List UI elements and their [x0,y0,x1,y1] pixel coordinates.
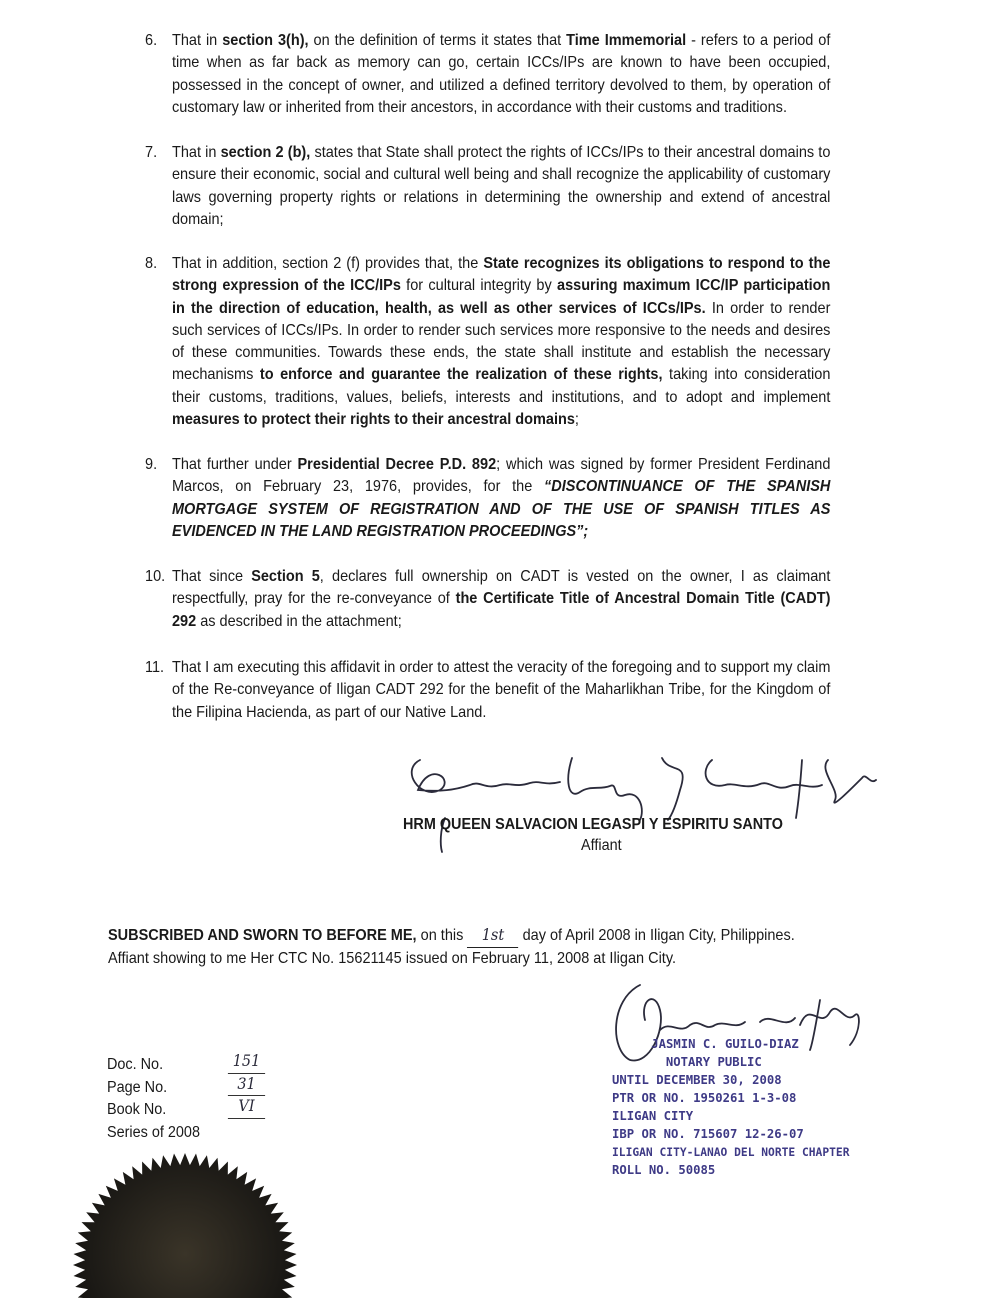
stamp-line: IBP OR NO. 715607 12-26-07 [612,1126,804,1141]
paragraph-text: Presidential Decree P.D. 892 [297,456,497,473]
register-label: Series of 2008 [107,1123,200,1141]
day-handwritten: 1st [481,926,505,944]
paragraph-text: as described in the attachment; [196,612,402,630]
register-label: Doc. No. [107,1056,164,1073]
paragraph-text: section 2 (b), [220,144,311,161]
paragraph-text: ; [574,411,579,429]
paragraph-text: taking into consideration their customs, traditions, values, beliefs, interests and institutions, and to adopt and implement [171,366,831,406]
stamp-line: NOTARY PUBLIC [665,1054,762,1069]
paragraph-text: That since [171,568,252,585]
paragraph-text: State recognizes its obligations to respond to the strong expression of the ICC/IPs [171,255,831,295]
paragraph-text: Section 5 [251,568,320,585]
paragraph-text: to enforce and guarantee the realization of these rights, [259,366,663,384]
register-label: Page No. [107,1078,168,1096]
register-value: 31 [228,1073,265,1097]
paragraph-text: That in [171,32,223,49]
jurat-post-day: day of April 2008 in Iligan City, Philippines. [518,927,795,944]
paragraph-text: In order to render such services of ICCs/IPs. In order to render such services more responsive to the needs and desires of these communities. Towards these ends, the state shall institute and establish the necessary mechanisms [171,299,831,384]
paragraph-text: the Certificate Title of Ancestral Domain Title (CADT) 292 [171,590,831,630]
affiant-name: HRM QUEEN SALVACION LEGASPI Y ESPIRITU SANTO [403,816,783,833]
paragraph-text: states that State shall protect the rights of ICCs/IPs to their ancestral domains to ensure their economic, social and cultural well being and shall recognize the applicability of customary laws governing property rights or relations in determining the ownership and extend of ancestral domain; [171,144,831,228]
stamp-line: ILIGAN CITY-LANAO DEL NORTE CHAPTER [612,1145,850,1159]
jurat-line-2: Affiant showing to me Her CTC No. 15621145 issued on February 11, 2008 at Iligan City. [108,949,677,967]
paragraph-text: That in addition, section 2 (f) provides that, the [171,255,484,272]
paragraph-text: That in [171,144,221,161]
register-value: VI [228,1095,265,1119]
seal-sunburst [73,1153,297,1298]
paragraph-number: 10. [145,568,166,585]
register-label: Book No. [107,1101,167,1118]
paragraph-text: , declares full ownership on CADT is vested on the owner, I as claimant respectfully, pray for the re-conveyance of [171,568,831,608]
paragraph-number: 8. [145,255,158,272]
register-value: 151 [228,1050,265,1074]
stamp-line: ROLL NO. 50085 [612,1162,716,1177]
jurat-lead: SUBSCRIBED AND SWORN TO BEFORE ME, [108,927,417,944]
affiant-title: Affiant [581,837,622,854]
stamp-line: UNTIL DECEMBER 30, 2008 [612,1072,782,1087]
paragraph-text: on the definition of terms it states that [308,32,567,49]
paragraph-text: Time Immemorial [566,32,687,49]
paragraph-text: That further under [171,456,298,473]
paragraph-text: “DISCONTINUANCE OF THE SPANISH MORTGAGE SYSTEM OF REGISTRATION AND OF THE USE OF SPANISH TITLES AS EVIDENCED IN THE LAND REGISTRATION PROCEEDINGS”; [171,478,831,540]
paragraph-text: - refers to a period of time when as far back as memory can go, certain ICCs/IPs are known to have been occupied, possessed in the concept of owner, and utilized a defined territory devolved to them, by operation of customary law or inherited from their ancestors, in accordance with their customs and traditions. [171,32,831,116]
paragraph-text: That I am executing this affidavit in order to attest the veracity of the foregoing and to support my claim of the Re-conveyance of Iligan CADT 292 for the benefit of the Maharlikhan Tribe, for the Kingdom of the Filipina Hacienda, as part of our Native Land. [171,659,831,721]
paragraph-text: assuring maximum ICC/IP participation in the direction of education, health, as well as other services of ICCs/IPs. [171,277,831,317]
stamp-line: ILIGAN CITY [612,1108,694,1123]
stamp-line: PTR OR NO. 1950261 1-3-08 [612,1090,797,1105]
stamp-line: JASMIN C. GUILO-DIAZ [651,1036,799,1051]
paragraph-number: 6. [145,32,158,49]
paragraph-number: 11. [145,659,165,676]
paragraph-number: 9. [145,456,158,473]
paragraph-text: measures to protect their rights to their ancestral domains [171,411,575,429]
jurat-pre-day: on this [416,927,468,944]
paragraph-text: for cultural integrity by [400,277,558,295]
paragraph-text: ; which was signed by former President Ferdinand Marcos, on February 23, 1976, provides, for the [171,456,831,496]
paragraph-number: 7. [145,144,158,161]
paragraph-text: section 3(h), [222,32,309,49]
